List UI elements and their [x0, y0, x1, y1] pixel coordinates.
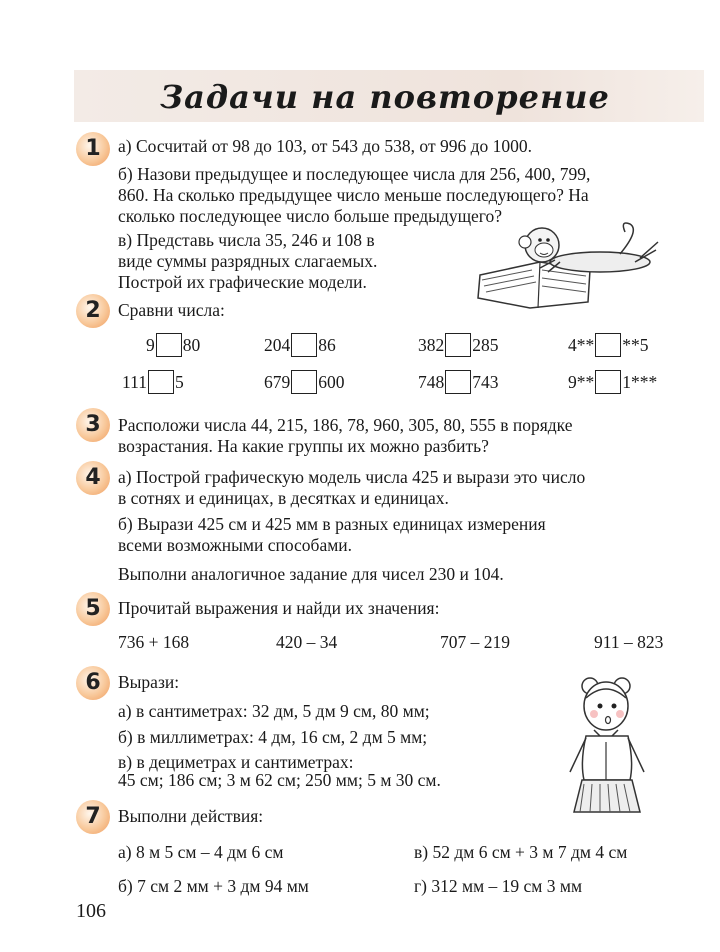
compare-box[interactable]: [595, 333, 621, 357]
task-number-badge: 7: [76, 800, 110, 834]
compare-right: 80: [182, 334, 201, 355]
task4-a-line2: в сотнях и единицах, в десятках и единицах.: [118, 488, 449, 508]
task5-instruction: Прочитай выражения и найди их значения:: [118, 598, 440, 618]
task-number-badge: 4: [76, 461, 110, 495]
compare-left: 382: [418, 334, 445, 355]
page-number: 106: [76, 900, 106, 922]
task3-line2: возрастания. На какие группы их можно разбить?: [118, 436, 489, 456]
compare-left: 4**: [568, 334, 595, 355]
compare-box[interactable]: [291, 370, 317, 394]
compare-left: 748: [418, 371, 445, 392]
compare-left: 111: [122, 371, 147, 392]
compare-box[interactable]: [595, 370, 621, 394]
comparison-pair: [264, 368, 345, 394]
task-number-badge: 3: [76, 408, 110, 442]
task4-b-line2: всеми возможными способами.: [118, 535, 353, 555]
compare-box[interactable]: [148, 370, 174, 394]
task6-instruction: Вырази:: [118, 672, 180, 692]
comparison-pair: [568, 368, 657, 394]
task3-line1: Расположи числа 44, 215, 186, 78, 960, 305, 80, 555 в порядке: [118, 415, 573, 435]
comparison-pair: [122, 368, 184, 394]
task2-instruction: Сравни числа:: [118, 300, 225, 320]
surprised-girl-illustration: [560, 672, 670, 822]
task1-a: а) Сосчитай от 98 до 103, от 543 до 538, от 996 до 1000.: [118, 136, 532, 156]
compare-right: 86: [318, 334, 336, 355]
expression: 420 – 34: [276, 632, 338, 652]
task1-c-line3: Построй их графические модели.: [118, 272, 367, 292]
task1-b-line3: сколько последующее число больше предыдущего?: [118, 206, 503, 226]
compare-right: 743: [472, 371, 499, 392]
comparison-pair: [418, 368, 499, 394]
compare-left: 9: [146, 334, 155, 355]
task6-b: б) в миллиметрах: 4 дм, 16 см, 2 дм 5 мм;: [118, 727, 428, 747]
compare-left: 679: [264, 371, 291, 392]
comparison-pair: [418, 331, 499, 357]
task-number-badge: 1: [76, 132, 110, 166]
comparison-pair: [146, 331, 200, 357]
task4-b-line1: б) Вырази 425 см и 425 мм в разных единицах измерения: [118, 514, 546, 534]
compare-left: 9**: [568, 371, 595, 392]
compare-left: 204: [264, 334, 291, 355]
task4-c: Выполни аналогичное задание для чисел 230 и 104.: [118, 564, 504, 584]
compare-box[interactable]: [156, 333, 182, 357]
task-number-badge: 2: [76, 294, 110, 328]
task-number-badge: 6: [76, 666, 110, 700]
task-number-badge: 5: [76, 592, 110, 626]
task1-c-line2: виде суммы разрядных слагаемых.: [118, 251, 378, 271]
task6-a: а) в сантиметрах: 32 дм, 5 дм 9 см, 80 мм;: [118, 701, 430, 721]
compare-right: 5: [174, 371, 184, 392]
task6-c-line2: 45 см; 186 см; 3 м 62 см; 250 мм; 5 м 30 см.: [118, 770, 441, 790]
compare-right: 1***: [622, 371, 658, 392]
task7-a: а) 8 м 5 см – 4 дм 6 см: [118, 842, 284, 862]
task7-v: в) 52 дм 6 см + 3 м 7 дм 4 см: [414, 842, 628, 862]
task7-g: г) 312 мм – 19 см 3 мм: [414, 876, 583, 896]
task7-b: б) 7 см 2 мм + 3 дм 94 мм: [118, 876, 309, 896]
task6-c-line1: в) в дециметрах и сантиметрах:: [118, 752, 354, 772]
compare-box[interactable]: [291, 333, 317, 357]
compare-right: 600: [318, 371, 345, 392]
task1-b-line1: б) Назови предыдущее и последующее числа для 256, 400, 799,: [118, 164, 591, 184]
compare-box[interactable]: [445, 370, 471, 394]
compare-right: 285: [472, 334, 499, 355]
task1-c-line1: в) Представь числа 35, 246 и 108 в: [118, 230, 375, 250]
task1-b-line2: 860. На сколько предыдущее число меньше последующего? На: [118, 185, 589, 205]
page-title: Задачи на повторение: [160, 78, 610, 116]
expression: 736 + 168: [118, 632, 190, 652]
task4-a-line1: а) Построй графическую модель числа 425 и вырази это число: [118, 467, 586, 487]
compare-box[interactable]: [445, 333, 471, 357]
comparison-pair: [568, 331, 649, 357]
expression: 911 – 823: [594, 632, 664, 652]
expression: 707 – 219: [440, 632, 510, 652]
compare-right: **5: [622, 334, 649, 355]
comparison-pair: [264, 331, 336, 357]
monkey-reading-book-illustration: [470, 220, 670, 310]
task7-instruction: Выполни действия:: [118, 806, 264, 826]
